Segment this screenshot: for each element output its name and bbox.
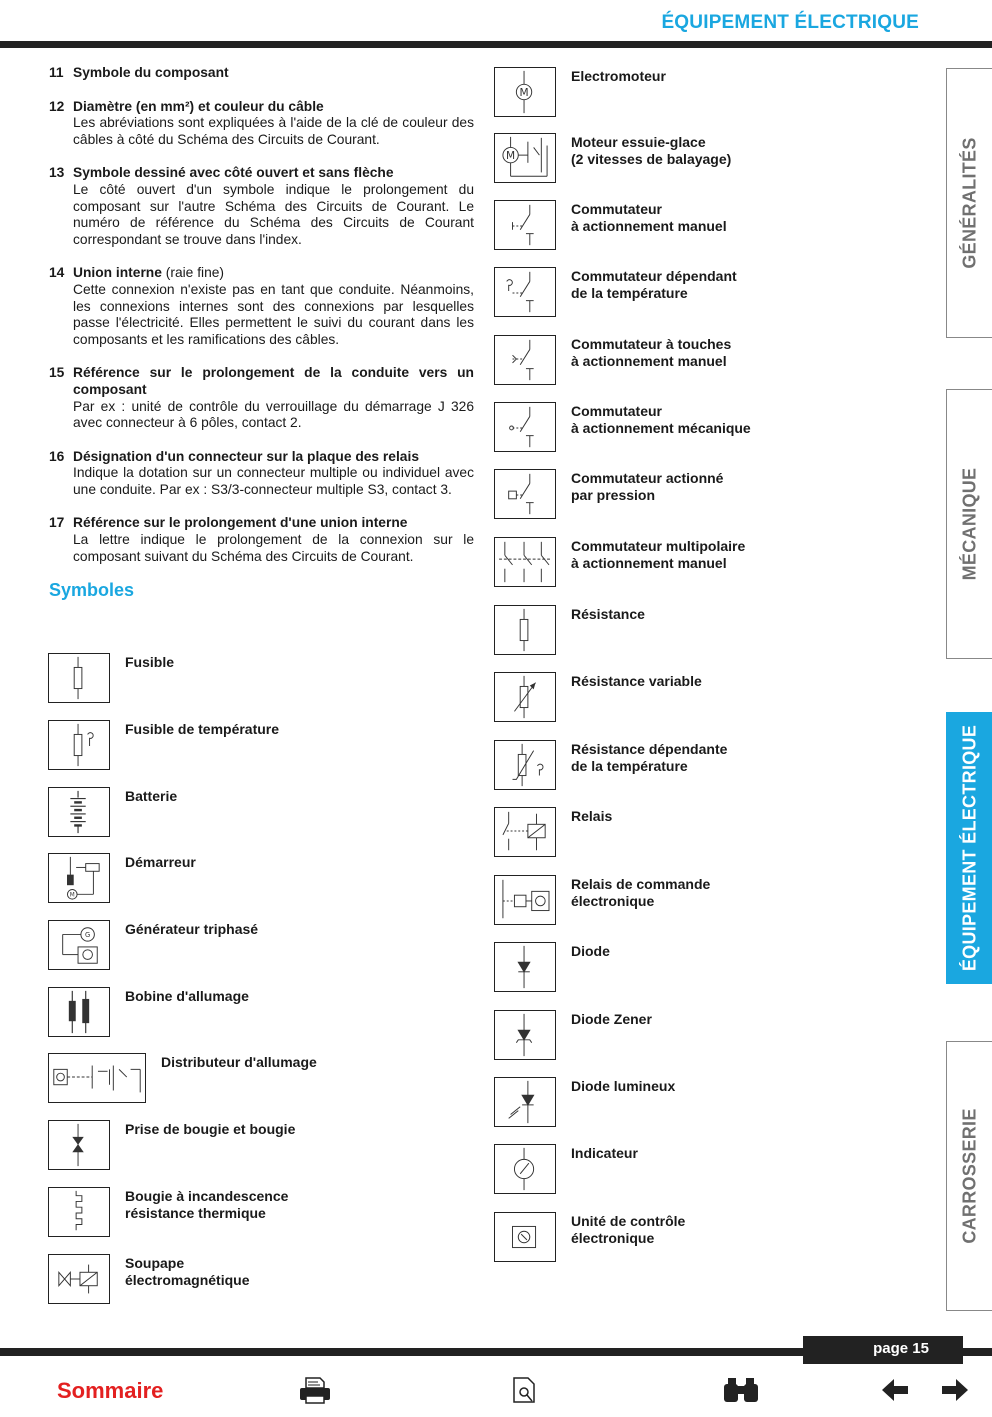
item-body: Indique la dotation sur un connecteur multiple ou individuel avec une conduite. Par ex : S3/3-connecteur multiple S3, contact 3. (73, 465, 474, 497)
generator-icon (48, 920, 110, 970)
symbol-label: Commutateur à touches à actionnement manuel (571, 336, 732, 369)
symbol-row (494, 605, 645, 655)
symbol-label: Electromoteur (571, 68, 666, 84)
symbol-row (494, 1144, 638, 1194)
symbol-row (48, 853, 196, 903)
page-number: page 15 (803, 1336, 963, 1364)
page-header-title: ÉQUIPEMENT ÉLECTRIQUE (661, 12, 919, 33)
item-title: Symbole dessiné avec côté ouvert et sans flèche (73, 165, 394, 181)
item-number: 11 (49, 65, 64, 80)
wiper-motor-icon (494, 133, 556, 183)
item-number: 16 (49, 448, 65, 464)
footer-nav (0, 1370, 992, 1417)
item-number: 13 (49, 165, 65, 181)
symbol-label: Résistance dépendante de la température (571, 741, 728, 774)
symbol-label: Commutateur à actionnement mécanique (571, 403, 751, 436)
thermal-fuse-icon (48, 720, 110, 770)
legend-item (49, 515, 474, 565)
thermal-switch-icon (494, 267, 556, 317)
legend-item (49, 99, 474, 149)
relay-icon (494, 807, 556, 857)
legend-item (49, 449, 474, 499)
symbol-label: Diode Zener (571, 1011, 652, 1027)
symbol-row (494, 1212, 685, 1262)
distributor-icon (48, 1053, 146, 1103)
item-body: Les abréviations sont expliquées à l'aide de la clé de couleur des câbles à côté du Schéma des Circuits de Courant. (73, 115, 474, 147)
svg-text:M: M (519, 86, 529, 99)
symbol-row (494, 1077, 675, 1127)
symbol-label: Commutateur à actionnement manuel (571, 201, 727, 234)
side-tab-label: GÉNÉRALITÉS (959, 137, 980, 269)
side-tab-label: MÉCANIQUE (959, 467, 980, 581)
item-body: Par ex : unité de contrôle du verrouillage du démarrage J 326 avec connecteur à 6 pôles, contact 2. (73, 398, 474, 431)
symbol-row (494, 200, 727, 250)
symbol-row (48, 1187, 288, 1237)
symbol-row (48, 1053, 317, 1103)
symbol-row (48, 1120, 295, 1170)
side-tab-label: ÉQUIPEMENT ÉLECTRIQUE (959, 724, 980, 972)
item-title: Union interne (73, 265, 162, 281)
symbol-row (494, 469, 723, 519)
symbol-label: Unité de contrôle électronique (571, 1213, 686, 1246)
variable-resistor-icon (494, 672, 556, 722)
sommaire-link[interactable]: Sommaire (57, 1378, 164, 1403)
svg-text:G: G (85, 930, 91, 939)
glow-plug-icon (48, 1187, 110, 1237)
item-number: 15 (49, 365, 65, 381)
symbol-label: Générateur triphasé (125, 921, 259, 937)
symbol-label: Fusible (125, 654, 175, 670)
item-number: 12 (49, 98, 65, 114)
item-body: Le côté ouvert d'un symbole indique le prolongement du composant sur l'autre Schéma des Circuits de Courant. Le numéro de référence du Schéma des Circuits de Courant correspondant se trouve dans l'index. (73, 181, 474, 247)
symbol-label: Diode lumineux (571, 1078, 676, 1094)
symbol-label: Résistance variable (571, 673, 702, 689)
side-tab-label: CARROSSERIE (959, 1108, 980, 1244)
symbol-row (494, 67, 666, 117)
push-button-switch-icon (494, 335, 556, 385)
electronic-relay-icon (494, 875, 556, 925)
symbol-label: Résistance (571, 606, 645, 622)
symbol-label: Commutateur dépendant de la température (571, 268, 737, 301)
symbol-row (494, 942, 610, 992)
symbol-row (494, 672, 702, 722)
printer-icon[interactable] (298, 1374, 332, 1406)
section-title-symboles: Symboles (49, 580, 135, 601)
manual-switch-icon (494, 200, 556, 250)
legend-items (49, 65, 474, 599)
symbol-row (494, 267, 737, 317)
side-tab-mecanique[interactable] (946, 389, 992, 659)
mechanical-switch-icon (494, 402, 556, 452)
diode-icon (494, 942, 556, 992)
symbol-row (494, 740, 727, 790)
symbol-row (48, 787, 177, 837)
arrow-right-icon[interactable] (940, 1374, 970, 1406)
symbol-label: Démarreur (125, 854, 196, 870)
symbol-label: Commutateur multipolaire à actionnement manuel (571, 538, 746, 571)
symbol-row (48, 1254, 249, 1304)
side-tab-equipement-electrique[interactable] (946, 712, 992, 984)
svg-text:M: M (506, 149, 516, 162)
item-body: Cette connexion n'existe pas en tant que conduite. Néanmoins, les connexions internes sont des connexions par lesquelles passe l'électricité. Elles permettent le suivi du courant dans les composants et les ramifications des câbles. (73, 281, 474, 347)
item-number: 14 (49, 265, 65, 281)
legend-item (49, 265, 474, 348)
resistor-icon (494, 605, 556, 655)
pressure-switch-icon (494, 469, 556, 519)
symbol-row (48, 987, 249, 1037)
legend-item (49, 65, 474, 82)
symbol-label: Commutateur actionné par pression (571, 470, 724, 503)
symbol-row (494, 335, 731, 385)
top-rule (0, 41, 992, 48)
symbol-label: Moteur essuie-glace (2 vitesses de balayage) (571, 134, 732, 167)
item-title: Diamètre (en mm²) et couleur du câble (73, 98, 324, 114)
battery-icon (48, 787, 110, 837)
symbol-label: Bobine d'allumage (125, 988, 249, 1004)
symbol-row (48, 720, 279, 770)
item-title-extra: (raie fine) (161, 265, 225, 281)
item-title: Référence sur le prolongement d'une union interne (73, 515, 408, 531)
gauge-icon (494, 1144, 556, 1194)
spark-plug-icon (48, 1120, 110, 1170)
symbol-label: Soupape électromagnétique (125, 1255, 250, 1288)
symbol-label: Diode (571, 943, 610, 959)
fuse-icon (48, 653, 110, 703)
legend-item (49, 165, 474, 248)
side-tab-generalites[interactable] (946, 68, 992, 338)
item-body: La lettre indique le prolongement de la connexion sur le composant suivant du Schéma des Circuits de Courant. (73, 532, 474, 564)
ignition-coil-icon (48, 987, 110, 1037)
arrow-left-icon[interactable] (880, 1374, 910, 1406)
binoculars-icon[interactable] (722, 1374, 760, 1406)
legend-item (49, 365, 474, 431)
symbol-row (494, 1010, 652, 1060)
symbol-row (494, 133, 731, 183)
symbol-label: Relais (571, 808, 613, 824)
item-title: Symbole du composant (73, 65, 229, 80)
symbol-label: Prise de bougie et bougie (125, 1121, 296, 1137)
svg-text:M: M (69, 892, 75, 899)
led-icon (494, 1077, 556, 1127)
symbol-label: Distributeur d'allumage (161, 1054, 317, 1070)
symbol-label: Relais de commande électronique (571, 876, 711, 909)
control-unit-icon (494, 1212, 556, 1262)
thermistor-icon (494, 740, 556, 790)
symbol-row (48, 920, 258, 970)
document-search-icon[interactable] (510, 1374, 540, 1406)
symbol-row (494, 875, 710, 925)
starter-icon (48, 853, 110, 903)
symbol-label: Batterie (125, 788, 178, 804)
zener-diode-icon (494, 1010, 556, 1060)
solenoid-valve-icon (48, 1254, 110, 1304)
symbol-row (48, 653, 174, 703)
item-number: 17 (49, 515, 65, 531)
symbol-label: Fusible de température (125, 721, 280, 737)
symbol-row (494, 807, 612, 857)
symbol-label: Bougie à incandescence résistance thermique (125, 1188, 289, 1221)
multipole-switch-icon (494, 537, 556, 587)
motor-icon (494, 67, 556, 117)
item-title: Référence sur le prolongement de la conduite vers un composant (73, 365, 474, 397)
symbol-row (494, 402, 751, 452)
symbol-row (494, 537, 745, 587)
symbol-label: Indicateur (571, 1145, 638, 1161)
side-tab-carrosserie[interactable] (946, 1041, 992, 1311)
item-title: Désignation d'un connecteur sur la plaque des relais (73, 448, 419, 464)
